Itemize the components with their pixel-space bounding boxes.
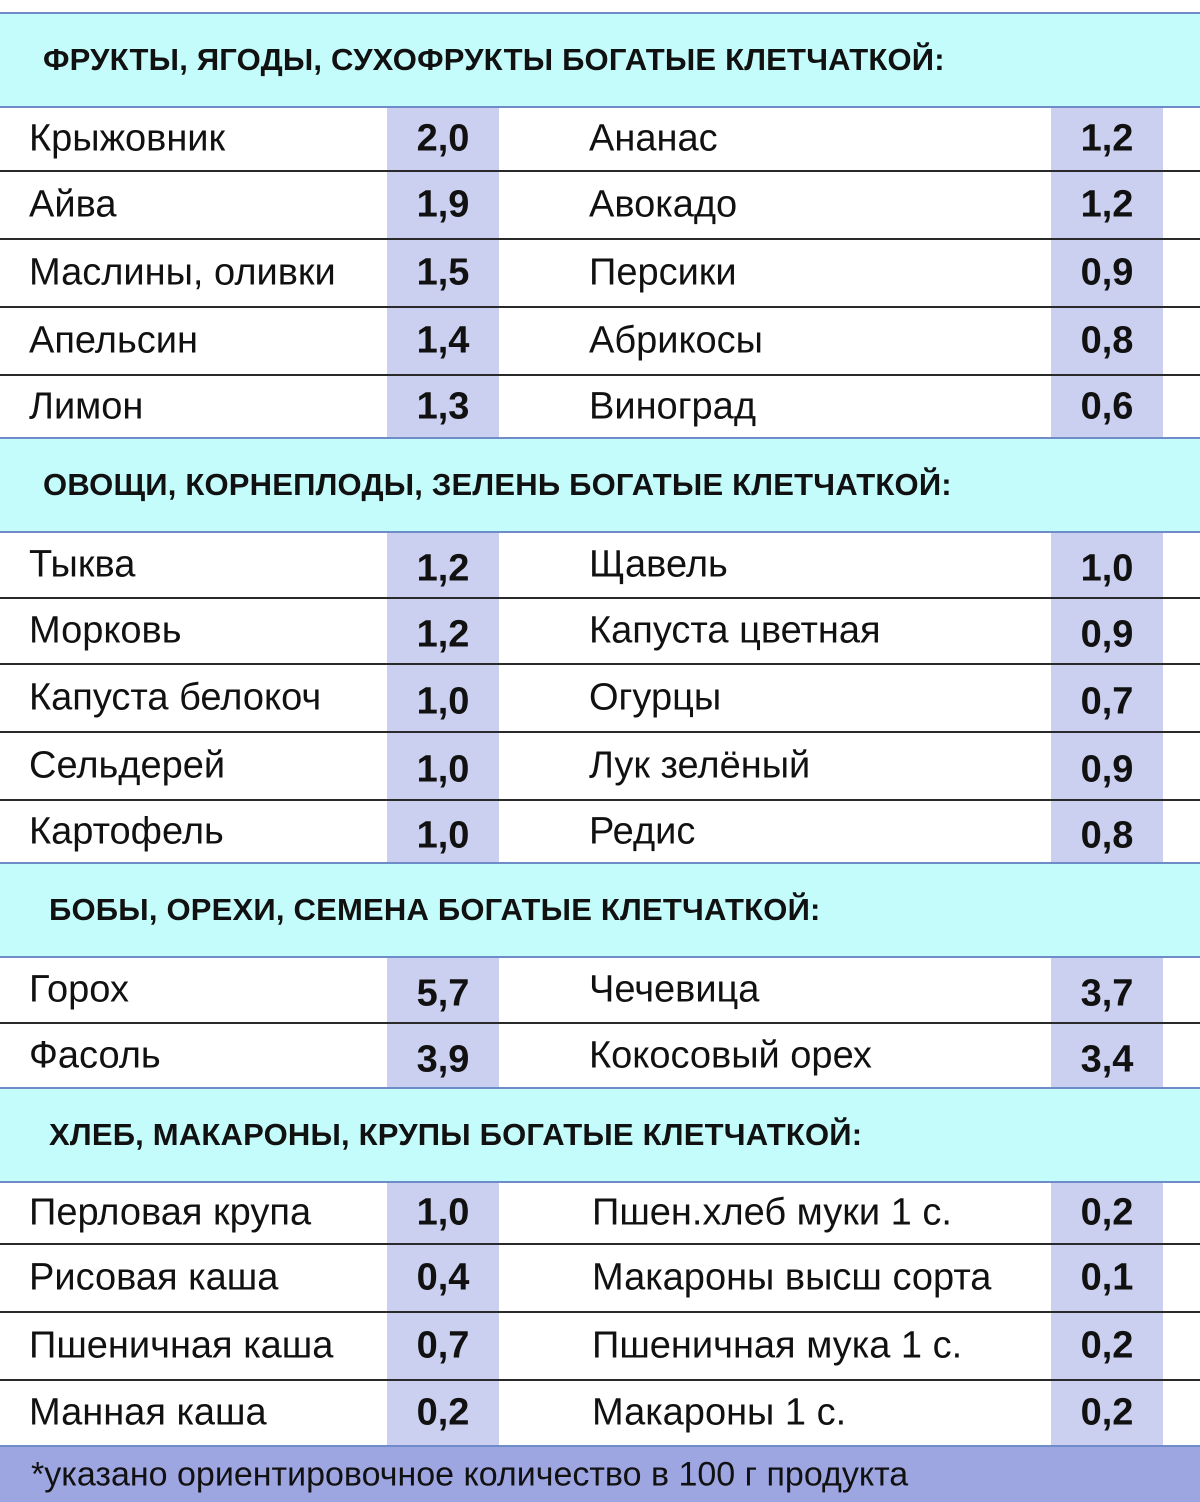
product-name: Рисовая каша xyxy=(29,1256,279,1299)
section-header-fruits xyxy=(0,12,1200,108)
product-name: Лук зелёный xyxy=(589,744,811,787)
product-name: Редис xyxy=(589,810,696,853)
fiber-value: 0,9 xyxy=(1080,748,1134,791)
fiber-value: 0,1 xyxy=(1080,1256,1134,1299)
fiber-value: 1,0 xyxy=(416,1191,470,1234)
fiber-value: 0,7 xyxy=(416,1324,470,1367)
fiber-value: 0,7 xyxy=(1080,680,1134,723)
fiber-value: 1,0 xyxy=(416,748,470,791)
product-name: Абрикосы xyxy=(589,319,763,362)
table-row xyxy=(0,376,1200,438)
table-row xyxy=(0,240,1200,308)
product-name: Виноград xyxy=(589,385,756,428)
fiber-value: 1,0 xyxy=(416,814,470,857)
table-row xyxy=(0,1245,1200,1313)
section-title: ОВОЩИ, КОРНЕПЛОДЫ, ЗЕЛЕНЬ БОГАТЫЕ КЛЕТЧАТКОЙ: xyxy=(43,467,952,502)
fiber-value: 0,2 xyxy=(1080,1391,1134,1434)
fiber-value: 3,7 xyxy=(1080,972,1134,1015)
table-row xyxy=(0,733,1200,801)
footnote: *указано ориентировочное количество в 100 г продукта xyxy=(31,1455,909,1493)
fiber-value: 1,4 xyxy=(416,319,470,362)
product-name: Огурцы xyxy=(589,676,722,719)
product-name: Крыжовник xyxy=(29,117,226,160)
product-name: Айва xyxy=(29,183,117,226)
product-name: Персики xyxy=(589,251,737,294)
product-name: Авокадо xyxy=(589,183,738,226)
product-name: Макароны высш сорта xyxy=(592,1256,992,1299)
product-name: Капуста цветная xyxy=(589,609,881,652)
product-name: Горох xyxy=(29,968,130,1011)
fiber-value: 1,5 xyxy=(416,251,470,294)
product-name: Тыква xyxy=(29,543,136,586)
fiber-value: 0,2 xyxy=(1080,1324,1134,1367)
section-header-vegetables xyxy=(0,437,1200,533)
product-name: Пшеничная каша xyxy=(29,1324,334,1367)
product-name: Перловая крупа xyxy=(29,1191,312,1234)
product-name: Кокосовый орех xyxy=(589,1034,872,1077)
product-name: Лимон xyxy=(29,385,144,428)
footnote-bar xyxy=(0,1445,1200,1502)
product-name: Маслины, оливки xyxy=(29,251,336,294)
product-name: Картофель xyxy=(29,810,224,853)
fiber-value: 0,2 xyxy=(416,1391,470,1434)
product-name: Макароны 1 с. xyxy=(592,1391,847,1434)
fiber-value: 0,8 xyxy=(1080,814,1134,857)
table-row xyxy=(0,108,1200,172)
product-name: Капуста белокоч xyxy=(29,676,322,719)
section-title: ХЛЕБ, МАКАРОНЫ, КРУПЫ БОГАТЫЕ КЛЕТЧАТКОЙ: xyxy=(49,1117,863,1152)
product-name: Пшен.хлеб муки 1 с. xyxy=(592,1191,952,1234)
table-row xyxy=(0,801,1200,863)
section-header-beans xyxy=(0,862,1200,958)
table-row xyxy=(0,665,1200,733)
product-name: Манная каша xyxy=(29,1391,267,1434)
fiber-value: 0,9 xyxy=(1080,613,1134,656)
product-name: Фасоль xyxy=(29,1034,161,1077)
table-row xyxy=(0,1313,1200,1381)
fiber-value: 0,4 xyxy=(416,1256,470,1299)
fiber-value: 1,2 xyxy=(416,613,470,656)
table-row xyxy=(0,1381,1200,1445)
product-name: Щавель xyxy=(589,543,728,586)
product-name: Сельдерей xyxy=(29,744,226,787)
table-row xyxy=(0,172,1200,240)
fiber-value: 5,7 xyxy=(416,972,470,1015)
product-name: Пшеничная мука 1 с. xyxy=(592,1324,963,1367)
fiber-value: 1,0 xyxy=(1080,547,1134,590)
section-header-bread xyxy=(0,1087,1200,1183)
table-row xyxy=(0,533,1200,599)
section-title: ФРУКТЫ, ЯГОДЫ, СУХОФРУКТЫ БОГАТЫЕ КЛЕТЧАТКОЙ: xyxy=(43,42,945,77)
product-name: Чечевица xyxy=(589,968,760,1011)
fiber-value: 2,0 xyxy=(416,117,470,160)
table-row xyxy=(0,599,1200,665)
fiber-value: 0,8 xyxy=(1080,319,1134,362)
product-name: Морковь xyxy=(29,609,182,652)
fiber-value: 1,2 xyxy=(1080,183,1134,226)
product-name: Ананас xyxy=(589,117,718,160)
fiber-value: 1,2 xyxy=(1080,117,1134,160)
table-row xyxy=(0,958,1200,1024)
fiber-value: 1,2 xyxy=(416,547,470,590)
table-row xyxy=(0,308,1200,376)
fiber-value: 3,9 xyxy=(416,1038,470,1081)
table-row xyxy=(0,1183,1200,1245)
fiber-value: 1,9 xyxy=(416,183,470,226)
section-title: БОБЫ, ОРЕХИ, СЕМЕНА БОГАТЫЕ КЛЕТЧАТКОЙ: xyxy=(49,892,821,927)
fiber-value: 1,3 xyxy=(416,385,470,428)
table-row xyxy=(0,1024,1200,1088)
product-name: Апельсин xyxy=(29,319,198,362)
fiber-value: 0,9 xyxy=(1080,251,1134,294)
fiber-value: 0,2 xyxy=(1080,1191,1134,1234)
fiber-value: 3,4 xyxy=(1080,1038,1134,1081)
fiber-value: 0,6 xyxy=(1080,385,1134,428)
fiber-value: 1,0 xyxy=(416,680,470,723)
